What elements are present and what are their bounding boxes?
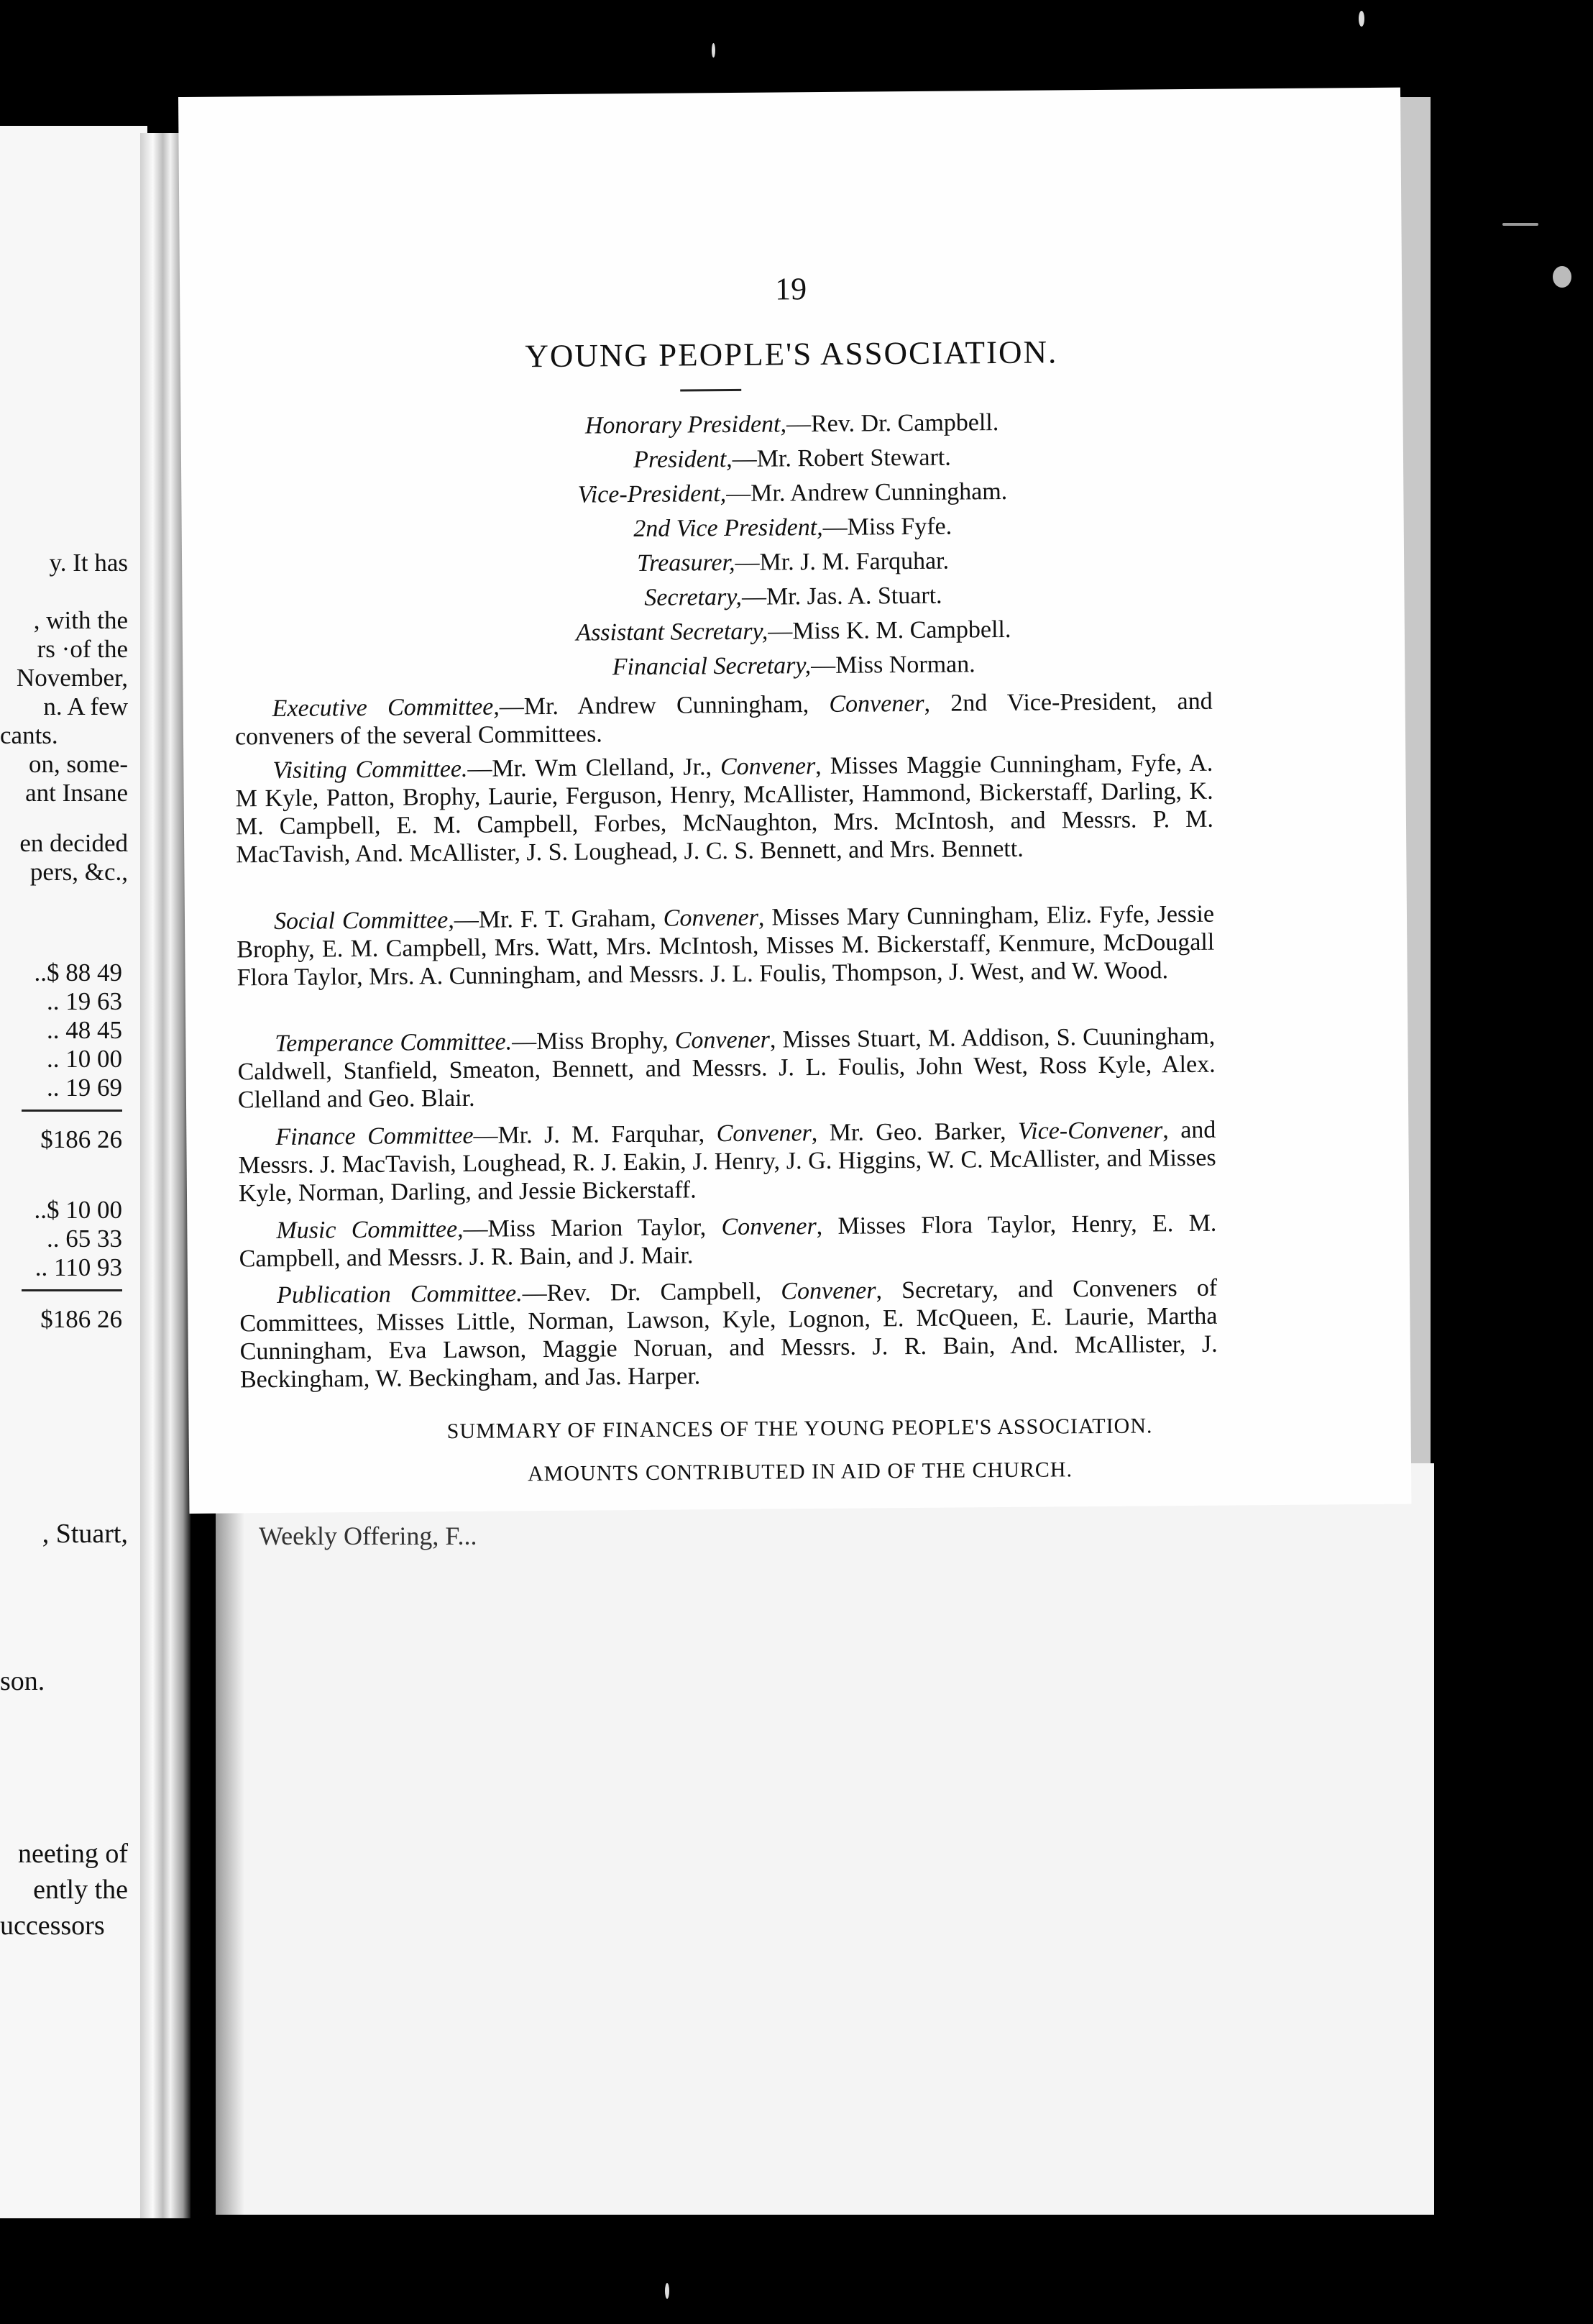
partial-line: Weekly Offering, F... <box>259 1522 477 1550</box>
scan-speck <box>665 2283 669 2299</box>
sheet-shadow <box>216 1463 244 2215</box>
left-line: n. A few <box>43 692 128 720</box>
amount-row: .. 110 93 <box>35 1253 122 1281</box>
left-line: ently the <box>33 1875 128 1905</box>
page-number: 19 <box>774 271 807 307</box>
summary-heading: SUMMARY OF FINANCES OF THE YOUNG PEOPLE'S ASSOCIATION. <box>446 1414 1153 1444</box>
left-line: , Stuart, <box>42 1519 128 1549</box>
left-line: , with the <box>33 606 128 634</box>
amount-row: .. 48 45 <box>47 1016 122 1044</box>
officer-line: Secretary,—Mr. Jas. A. Stuart. <box>644 582 942 611</box>
left-line: pers, &c., <box>29 858 128 886</box>
underlying-sheet <box>216 1463 1434 2215</box>
amount-total: $186 26 <box>40 1305 122 1333</box>
amount-row: .. 19 69 <box>47 1074 122 1102</box>
document-page <box>178 88 1411 1514</box>
left-line: on, some- <box>28 750 128 778</box>
scan-speck <box>1502 223 1538 226</box>
officer-line: Assistant Secretary,—Miss K. M. Campbell. <box>576 616 1011 646</box>
scan-speck <box>1359 11 1364 27</box>
officer-line: Financial Secretary,—Miss Norman. <box>612 651 975 681</box>
committee-paragraph: Temperance Committee.—Miss Brophy, Convener, Misses Stuart, M. Addison, S. Cuuningham, Caldwell, Stanfield, Smeaton, Bennett, and Messrs. J. L. Foulis, John West, Ross Kyle, Alex. Clelland and Geo. Blair. <box>237 1023 1216 1114</box>
committee-paragraph: Music Committee,—Miss Marion Taylor, Convener, Misses Flora Taylor, Henry, E. M. Campbell, and Messrs. J. R. Bain, and J. Mair. <box>239 1209 1217 1273</box>
officer-line: Honorary President,—Rev. Dr. Campbell. <box>584 409 999 439</box>
left-line: son. <box>0 1666 45 1696</box>
officer-line: 2nd Vice President,—Miss Fyfe. <box>633 513 952 543</box>
title-rule <box>680 389 741 392</box>
amount-row: .. 65 33 <box>47 1225 122 1253</box>
left-line: y. It has <box>49 549 128 577</box>
amount-total: $186 26 <box>40 1125 122 1153</box>
committee-paragraph: Finance Committee—Mr. J. M. Farquhar, Convener, Mr. Geo. Barker, Vice-Convener, and Messrs. J. MacTavish, Loughead, R. J. Eakin, J. Henry, J. G. Higgins, W. C. McAllister, and Misses Kyle, Norman, Darling, and Jessie Bickerstaff. <box>238 1116 1216 1207</box>
left-line: en decided <box>19 829 128 857</box>
left-line: rs ·of the <box>37 635 128 663</box>
scan-speck <box>712 43 715 58</box>
committee-paragraph: Publication Committee.—Rev. Dr. Campbell, Convener, Secretary, and Conveners of Committees, Misses Little, Norman, Lawson, Kyle, Lognon, E. McQueen, E. Laurie, Martha Cunningham, Eva Lawson, Maggie Noruan, and Messrs. J. R. Bain, And. McAllister, J. Beckingham, W. Beckingham, and Jas. Harper. <box>239 1274 1218 1394</box>
left-line: neeting of <box>17 1839 128 1869</box>
amount-row: .. 19 63 <box>47 987 122 1015</box>
amount-row: .. 10 00 <box>47 1045 122 1073</box>
total-rule <box>22 1289 122 1291</box>
committee-paragraph: Executive Committee,—Mr. Andrew Cunningham, Convener, 2nd Vice-President, and conveners of the several Committees. <box>234 687 1213 751</box>
total-rule <box>22 1110 122 1112</box>
left-line: November, <box>16 664 128 692</box>
committee-paragraph: Visiting Committee.—Mr. Wm Clelland, Jr., Convener, Misses Maggie Cunningham, Fyfe, A. M Kyle, Patton, Brophy, Laurie, Ferguson, Henry, McAllister, Hammond, Bickerstaff, Darling, K. M. Campbell, E. M. Campbell, Forbes, McNaughton, Mrs. McIntosh, and Messrs. P. M. MacTavish, And. McAllister, J. S. Loughead, J. C. S. Bennett, and Mrs. Bennett. <box>235 749 1214 869</box>
amount-row: ..$ 10 00 <box>34 1196 122 1224</box>
officer-line: Treasurer,—Mr. J. M. Farquhar. <box>637 547 950 577</box>
amounts-heading: AMOUNTS CONTRIBUTED IN AID OF THE CHURCH. <box>527 1458 1073 1486</box>
officer-line: President,—Mr. Robert Stewart. <box>633 444 951 474</box>
left-line: uccessors <box>0 1911 105 1941</box>
committee-paragraph: Social Committee,—Mr. F. T. Graham, Convener, Misses Mary Cunningham, Eliz. Fyfe, Jessie Brophy, E. M. Campbell, Mrs. Watt, Mrs. McIntosh, Misses M. Bickerstaff, Kenmure, McDougall Flora Taylor, Mrs. A. Cunningham, and Messrs. J. L. Foulis, Thompson, J. West, and W. Wood. <box>237 900 1215 992</box>
left-line: ant Insane <box>25 779 128 807</box>
left-page <box>0 126 147 2218</box>
left-line: cants. <box>0 721 58 749</box>
page-title: YOUNG PEOPLE'S ASSOCIATION. <box>525 334 1058 375</box>
scan-speck <box>1553 266 1571 288</box>
amount-row: ..$ 88 49 <box>34 959 122 987</box>
officer-line: Vice-President,—Mr. Andrew Cunningham. <box>577 477 1008 508</box>
